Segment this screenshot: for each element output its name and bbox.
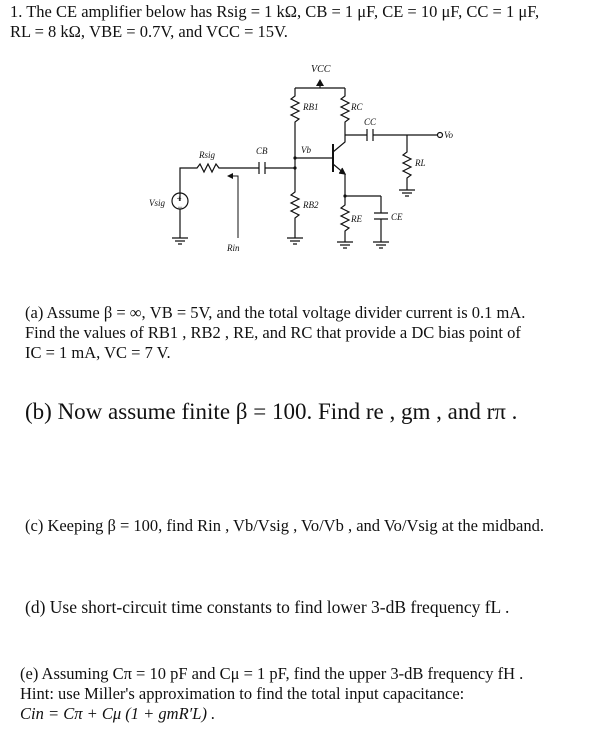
- part-c: (c) Keeping β = 100, find Rin , Vb/Vsig , Vo/Vb , and Vo/Vsig at the midband.: [25, 516, 544, 535]
- problem-line-1: 1. The CE amplifier below has Rsig = 1 kΩ, CB = 1 μF, CE = 10 μF, CC = 1 μF,: [10, 2, 540, 21]
- rl-label: RL: [415, 158, 426, 168]
- part-a-line-3: IC = 1 mA, VC = 7 V.: [25, 343, 171, 362]
- part-e: [20, 664, 523, 724]
- part-e-formula: Cin = Cπ + Cμ (1 + gmR′L) .: [20, 704, 216, 723]
- rb1-label: RB1: [303, 102, 319, 112]
- vsig-plus: +: [176, 194, 183, 204]
- cc-label: CC: [364, 117, 377, 127]
- part-a: [25, 303, 525, 363]
- vo-label: Vo: [444, 130, 453, 140]
- part-a-line-2: Find the values of RB1 , RB2 , RE, and RC that provide a DC bias point of: [25, 323, 521, 342]
- vcc-label: VCC: [311, 64, 331, 75]
- rb2-label: RB2: [303, 200, 319, 210]
- ce-label: CE: [391, 212, 403, 222]
- part-d: (d) Use short-circuit time constants to find lower 3-dB frequency fL .: [25, 597, 510, 617]
- part-e-line-2: Hint: use Miller's approximation to find the total input capacitance:: [20, 684, 465, 703]
- rc-label: RC: [351, 102, 363, 112]
- rsig-label: Rsig: [199, 150, 216, 160]
- part-e-line-1: (e) Assuming Cπ = 10 pF and Cμ = 1 pF, find the upper 3-dB frequency fH .: [20, 664, 524, 683]
- rin-label: Rin: [227, 243, 240, 253]
- re-label: RE: [351, 214, 362, 224]
- vsig-label: Vsig: [149, 198, 166, 208]
- cb-label: CB: [256, 146, 268, 156]
- part-a-line-1: (a) Assume β = ∞, VB = 5V, and the total voltage divider current is 0.1 mA.: [25, 303, 526, 322]
- vsig-minus: −: [177, 202, 184, 212]
- ce-amplifier-circuit: [135, 60, 465, 280]
- problem-line-2: RL = 8 kΩ, VBE = 0.7V, and VCC = 15V.: [10, 22, 288, 41]
- problem-statement: [10, 2, 539, 42]
- vb-label: Vb: [301, 145, 311, 155]
- part-b: (b) Now assume finite β = 100. Find re , gm , and rπ .: [25, 399, 518, 424]
